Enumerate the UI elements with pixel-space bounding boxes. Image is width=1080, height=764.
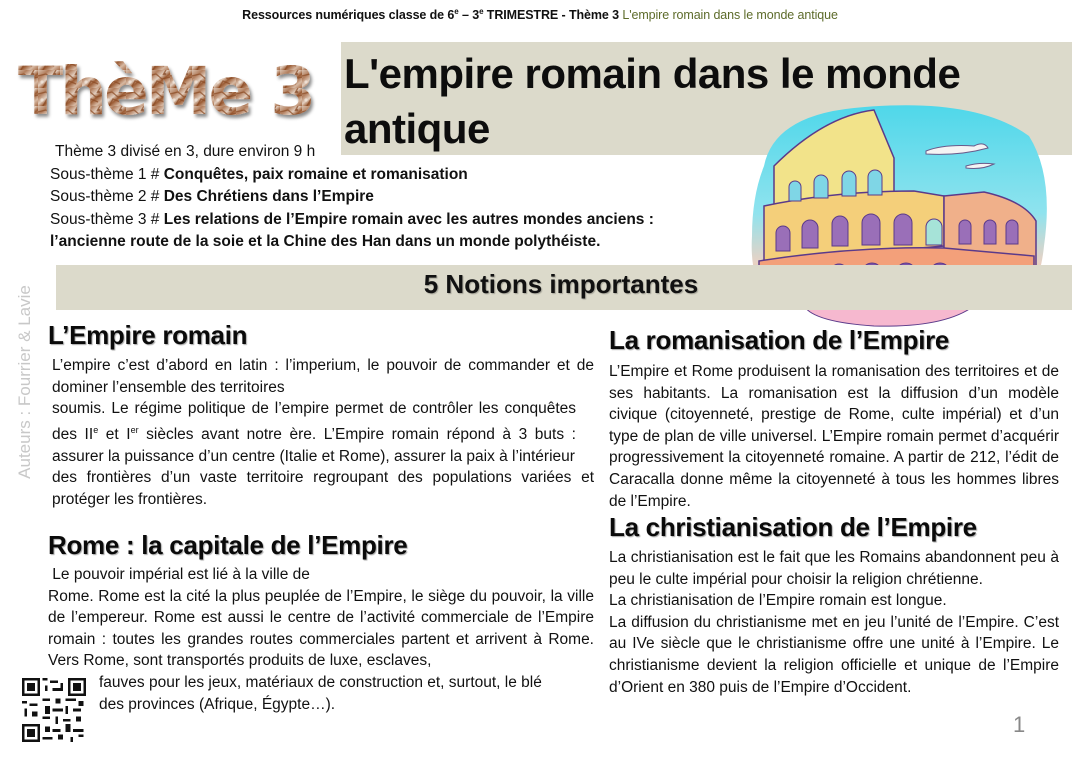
- theme-intro: [50, 141, 670, 254]
- subtheme-label: Sous-thème 1 #: [50, 165, 164, 183]
- rome-paragraph-4: des provinces (Afrique, Égypte…).: [99, 695, 336, 713]
- section-body-empire: [52, 355, 594, 510]
- header-suffix: TRIMESTRE - Thème 3: [483, 8, 623, 23]
- section-title-romanisation: La romanisation de l’Empire: [609, 325, 950, 355]
- rome-paragraph-3: fauves pour les jeux, matériaux de construction et, surtout, le blé: [99, 673, 542, 691]
- empire-paragraph-1: L’empire c’est d’abord en latin : l’imperium, le pouvoir de commander et de dominer l’ensemble des territoires: [52, 357, 594, 396]
- page-number: 1: [1013, 712, 1026, 737]
- section-title-christianisation: La christianisation de l’Empire: [609, 512, 977, 542]
- page-title: L'empire romain dans le monde antique: [344, 50, 961, 152]
- subtheme-label: Sous-thème 3 #: [50, 210, 164, 228]
- subtheme-title: Des Chrétiens dans l’Empire: [163, 188, 374, 205]
- empire-paragraph-3: des frontières d’un vaste territoire regroupant des populations variées et protéger les frontières.: [52, 469, 594, 508]
- intro-duration: Thème 3 divisé en 3, dure environ 9 h: [55, 143, 316, 160]
- header-sup: e: [454, 7, 459, 16]
- notions-heading: 5 Notions importantes: [423, 269, 699, 299]
- subtheme-3-continued: [50, 231, 670, 254]
- rome-paragraph-2: Rome. Rome est la cité la plus peuplée de l’Empire, le siège du pouvoir, la ville de l’empereur. Rome est aussi le centre de l’activité commerciale de l’Empire romain : toutes les grandes routes commerciales partent et arrivent à Rome. Vers Rome, sont transportés produits de luxe, esclaves,: [48, 587, 594, 670]
- subtheme-title: Les relations de l’Empire romain avec les autres mondes anciens :: [163, 210, 654, 228]
- authors-credit-text: Auteurs : Fourrier & Lavie: [15, 285, 35, 479]
- text-run: siècles avant notre ère. L’Empire romain répond à 3 buts : assurer la puissance d’un centre (Italie et Rome), assurer la paix à l’intérieur: [52, 425, 576, 465]
- rome-paragraph-1: Le pouvoir impérial est lié à la ville de: [48, 566, 310, 583]
- header-sup: e: [479, 7, 484, 16]
- qr-code[interactable]: [22, 678, 86, 742]
- subtheme-title: Conquêtes, paix romaine et romanisation: [163, 165, 468, 183]
- section-title-rome: Rome : la capitale de l’Empire: [48, 530, 408, 560]
- subtheme-1: [50, 164, 670, 187]
- empire-paragraph-2: [52, 398, 576, 467]
- theme-logo: [16, 52, 331, 124]
- header-accent: L'empire romain dans le monde antique: [622, 8, 838, 23]
- text-sup: er: [130, 424, 139, 435]
- section-title-empire: L’Empire romain: [48, 320, 248, 350]
- text-run: et I: [98, 425, 131, 443]
- theme-logo-text: ThèMe 3: [18, 53, 314, 124]
- section-body-rome: [48, 564, 594, 715]
- subtheme-3: [50, 209, 670, 232]
- section-body-romanisation: L’Empire et Rome produisent la romanisation des territoires et de ses habitants. La romanisation est la diffusion d’un modèle civique (citoyenneté, prestige de Rome, culte impérial) et d’un type de plan de ville universel. L’Empire romain permet d’acquérir progressivement la citoyenneté romaine. A partir de 212, l’édit de Caracalla donne même la citoyenneté à tous les hommes libres de l’Empire.: [609, 363, 1059, 510]
- text-sup: e: [93, 424, 99, 435]
- section-body-christianisation: [609, 547, 1059, 698]
- text-run: soumis. Le régime politique de l’empire permet de contrôler les conquêtes des II: [52, 400, 576, 443]
- christianisation-paragraph-3: La diffusion du christianisme met en jeu l’unité de l’Empire. C’est au IVe siècle que le christianisme offre une unité à l’Empire. Le christianisme devient la religion officielle et unique de l’Empire d’Orient en 380 puis de l’Empire d’Occident.: [609, 613, 1059, 696]
- christianisation-paragraph-2: La christianisation de l’Empire romain est longue.: [609, 592, 947, 610]
- subtheme-title: l’ancienne route de la soie et la Chine des Han dans un monde polythéiste.: [50, 233, 601, 250]
- header-prefix: Ressources numériques classe de 6: [242, 8, 455, 23]
- subtheme-2: [50, 186, 670, 209]
- christianisation-paragraph-1: La christianisation est le fait que les Romains abandonnent peu à peu le culte impérial pour choisir la religion chrétienne.: [609, 549, 1059, 588]
- document-header: [0, 7, 1080, 22]
- subtheme-label: Sous-thème 2 #: [50, 188, 164, 205]
- header-middle: – 3: [458, 8, 480, 23]
- authors-credit: [14, 262, 36, 502]
